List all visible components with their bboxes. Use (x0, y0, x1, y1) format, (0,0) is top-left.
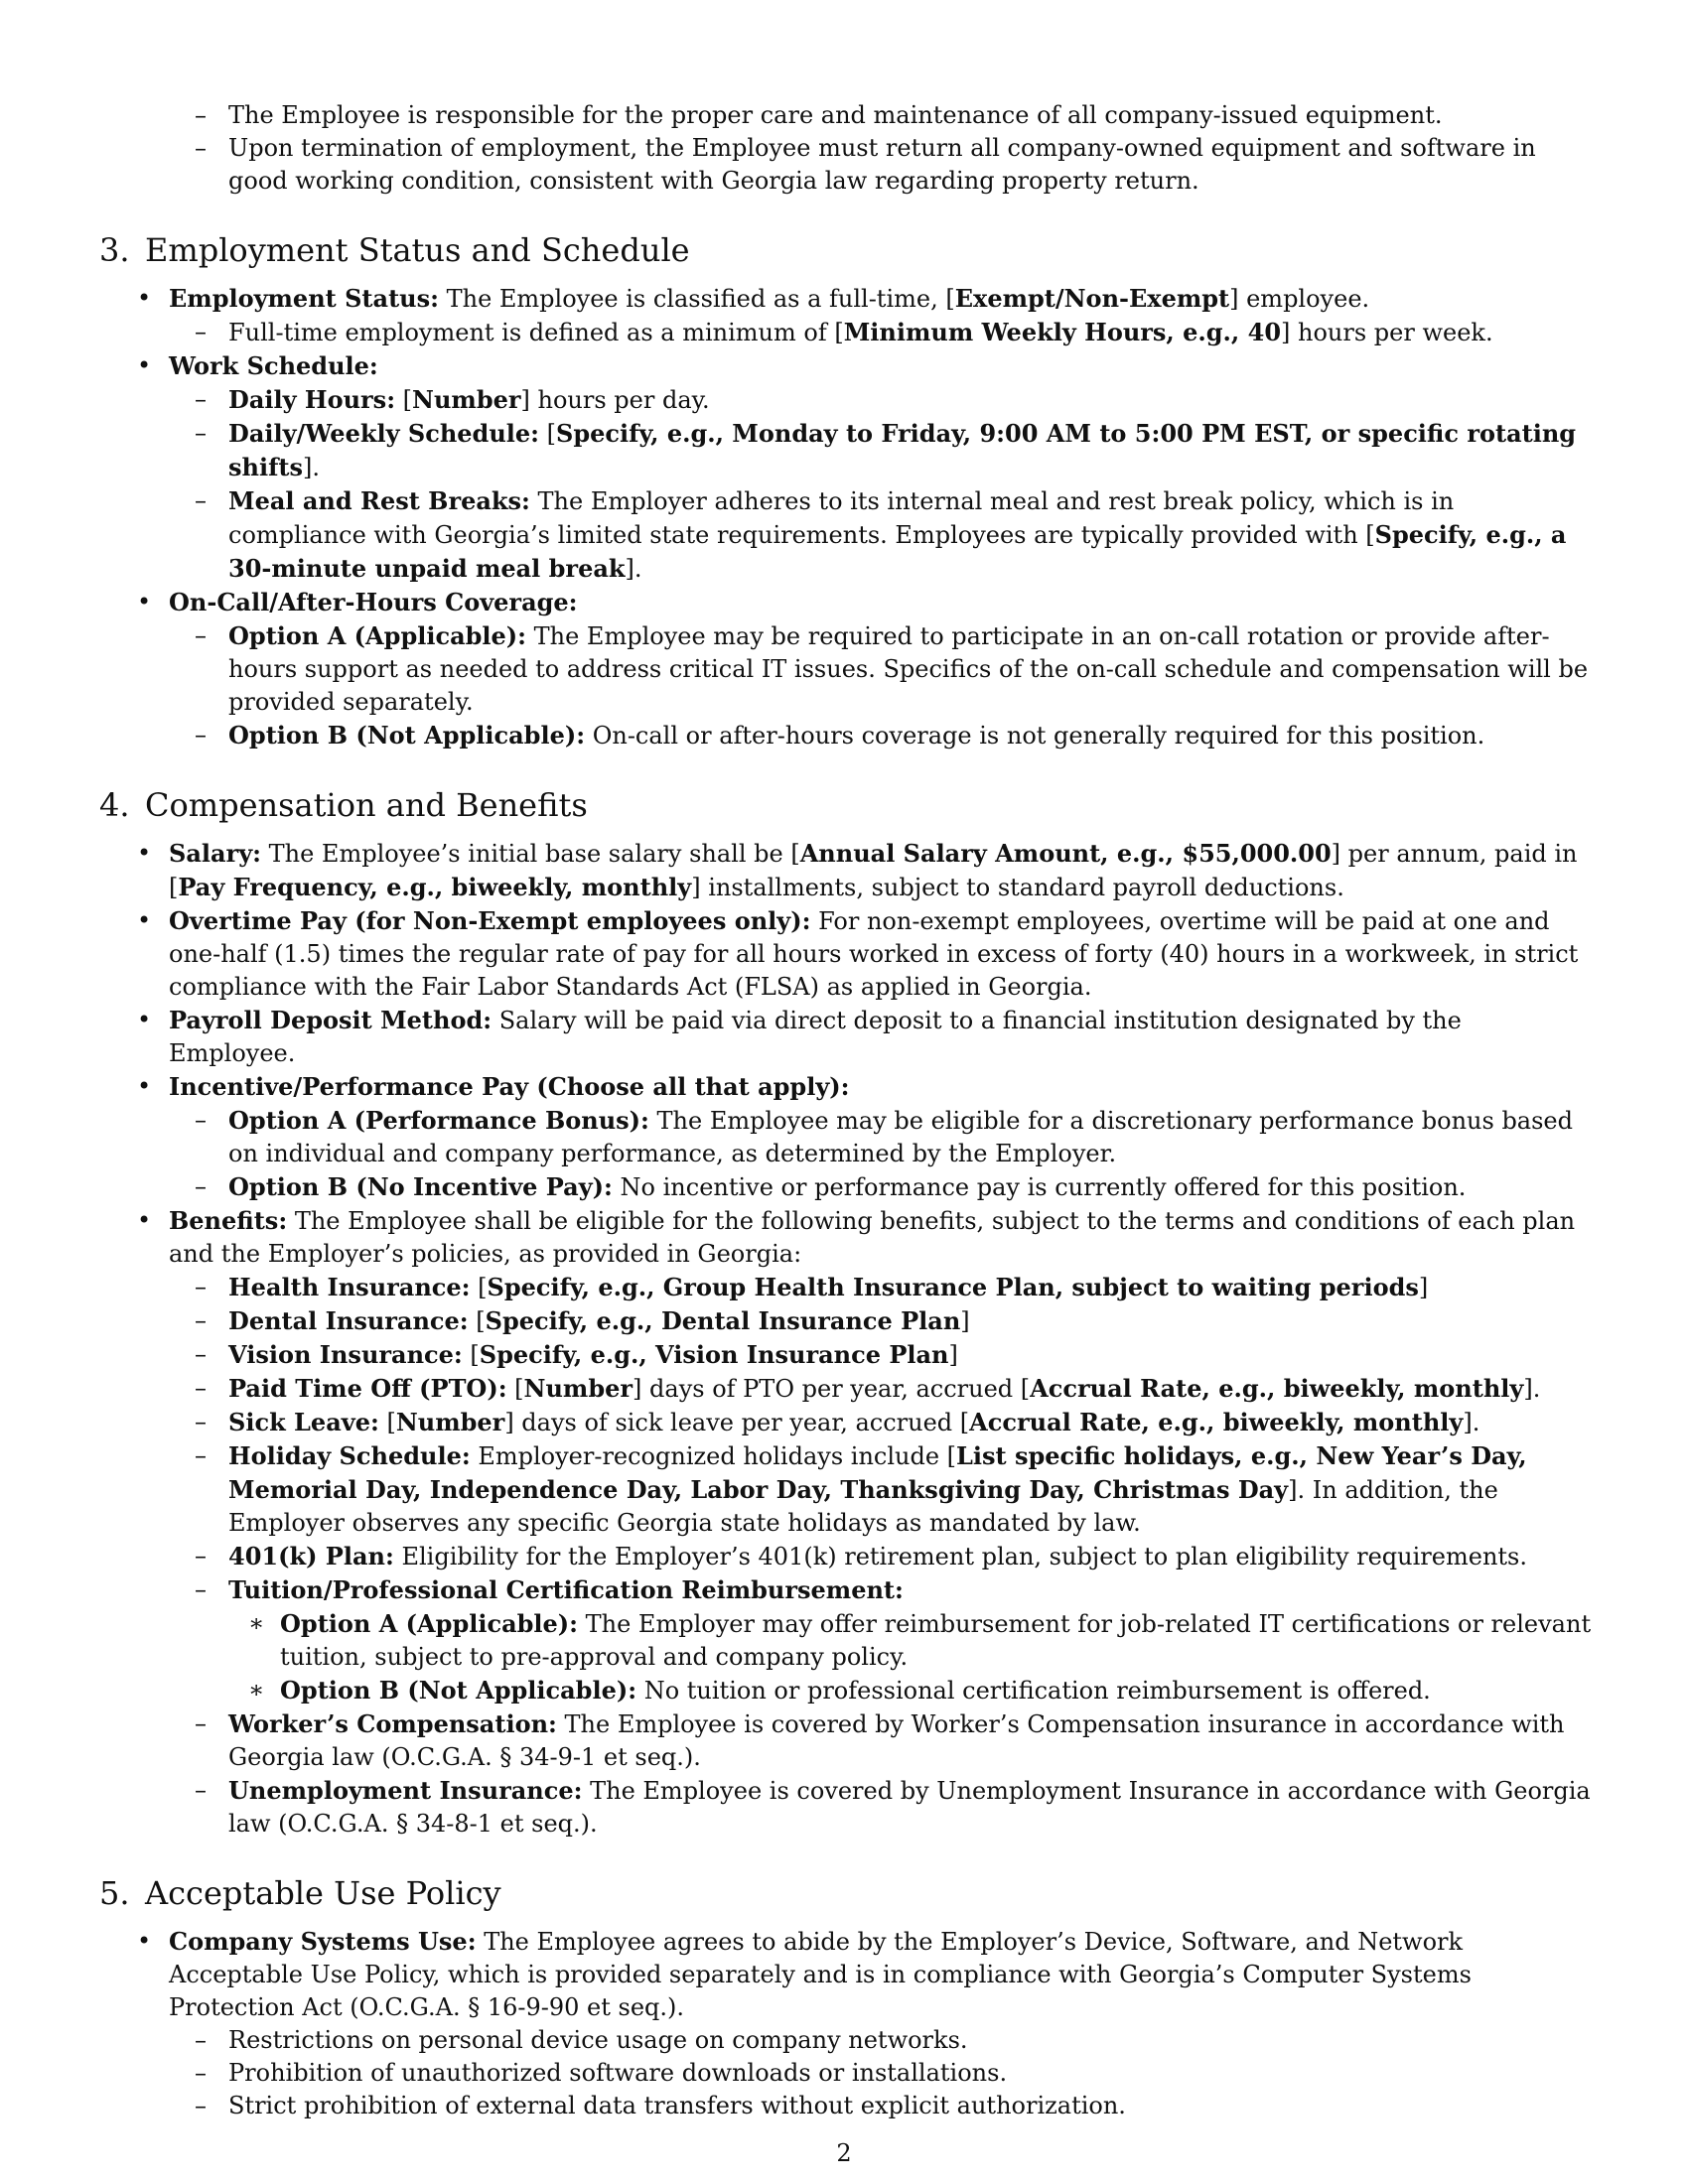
item-text: ]. (625, 555, 642, 583)
list-item-option-b (99, 719, 1594, 752)
item-text: The Employee agrees to abide by the Employer’s Device, Software, and Network Acceptable Use Policy, which is provided separately and is in compliance with Georgia’s Computer Systems Protection Act (O.C.G.A. § 16-9-90 et seq.). (169, 1928, 1472, 2021)
item-label: Unemployment Insurance: (228, 1776, 583, 1805)
item-text: The Employee may be eligible for a discretionary performance bonus based on individual and company performance, as determined by the Employer. (228, 1107, 1573, 1167)
list-item-on-call (99, 586, 1594, 619)
placeholder-field: Exempt/Non-Exempt (954, 284, 1230, 313)
list-item-overtime (99, 904, 1594, 1004)
item-text: No tuition or professional certification reimbursement is offered. (636, 1677, 1431, 1705)
item-text: The Employee’s initial base salary shall be [ (261, 840, 800, 868)
list-item-option-a (99, 619, 1594, 719)
section-heading-4 (99, 785, 1594, 825)
item-text: ] per annum, paid in [ (169, 840, 1578, 901)
placeholder-field: Number (412, 385, 521, 414)
item-label: Option B (No Incentive Pay): (228, 1172, 613, 1201)
item-text: Eligibility for the Employer’s 401(k) retirement plan, subject to plan eligibility requirements. (393, 1543, 1527, 1570)
item-text: The Employee is covered by Unemployment Insurance in accordance with Georgia law (O.C.G.A. § 34-8-1 et seq.). (228, 1777, 1591, 1838)
item-text: [ (395, 386, 413, 414)
section-number: 5. (99, 1874, 130, 1912)
item-label: Employment Status: (169, 284, 439, 313)
item-text: No incentive or performance pay is currently offered for this position. (612, 1173, 1467, 1201)
list-item-full-time (99, 316, 1594, 349)
item-text: The Employer may offer reimbursement for job-related IT certifications or relevant tuition, subject to pre-approval and company policy. (280, 1610, 1592, 1671)
item-label: Benefits: (169, 1206, 288, 1235)
list-item: – Strict prohibition of external data transfers without explicit authorization. (99, 2090, 1594, 2122)
item-text: For non-exempt employees, overtime will be paid at one and one-half (1.5) times the regular rate of pay for all hours worked in excess of forty (40) hours in a workweek, in strict compliance with the Fair Labor Standards Act (FLSA) as applied in Georgia. (169, 907, 1579, 1001)
item-label: Work Schedule: (169, 351, 378, 380)
item-text: The Employee is classified as a full-time, [ (438, 285, 955, 313)
section-number: 4. (99, 786, 130, 824)
list-item-pto: – Paid Time Off (PTO): [Number] days of PTO per year, accrued [Accrual Rate, e.g., biweekly, monthly]. (99, 1372, 1594, 1406)
item-text: The Employee may be required to participate in an on-call rotation or provide after-hours support as needed to address critical IT issues. Specifics of the on-call schedule and compensation will be provided separately. (228, 622, 1589, 716)
list-item-holiday (99, 1439, 1594, 1540)
list-item-sick: – Sick Leave: [Number] days of sick leave per year, accrued [Accrual Rate, e.g., biweekly, monthly]. (99, 1406, 1594, 1439)
item-label: Overtime Pay (for Non-Exempt employees only): (169, 906, 811, 935)
list-item-employment-status (99, 282, 1594, 316)
item-label: Option A (Performance Bonus): (228, 1106, 649, 1135)
section-heading-5 (99, 1873, 1594, 1913)
item-label: Holiday Schedule: (228, 1441, 471, 1470)
placeholder-field: Specify, e.g., Monday to Friday, 9:00 AM to 5:00 PM EST, or specific rotating shifts (228, 419, 1577, 481)
list-item-401k (99, 1540, 1594, 1573)
item-text: ] hours per week. (1281, 319, 1493, 346)
list-item-daily-hours (99, 383, 1594, 417)
item-label: Daily/Weekly Schedule: (228, 419, 540, 448)
item-label: Option B (Not Applicable): (280, 1676, 637, 1705)
list-item-incentive-a (99, 1104, 1594, 1170)
section-heading-3 (99, 230, 1594, 270)
item-text: The Employee shall be eligible for the following benefits, subject to the terms and conditions of each plan and the Employer’s policies, as provided in Georgia: (169, 1207, 1576, 1268)
list-item-tuition (99, 1573, 1594, 1607)
list-item-incentive-b (99, 1170, 1594, 1204)
placeholder-field: Number (395, 1408, 505, 1436)
item-text: ] hours per day. (520, 386, 710, 414)
list-item: – Prohibition of unauthorized software downloads or installations. (99, 2057, 1594, 2090)
item-text: Full-time employment is defined as a minimum of [ (228, 319, 844, 346)
item-text: On-call or after-hours coverage is not generally required for this position. (585, 722, 1485, 750)
item-text: Salary will be paid via direct deposit to a financial institution designated by the Employee. (169, 1007, 1462, 1067)
item-label: Company Systems Use: (169, 1927, 477, 1956)
section-title: Compensation and Benefits (145, 786, 588, 824)
list-item: – The Employee is responsible for the proper care and maintenance of all company-issued equipment. (99, 99, 1594, 132)
section-3-list (99, 282, 1594, 752)
item-text: ] days of PTO per year, accrued [ (633, 1375, 1031, 1403)
placeholder-field: List specific holidays, e.g., New Year’s Day, Memorial Day, Independence Day, Labor Day, Thanksgiving Day, Christmas Day (228, 1441, 1527, 1504)
list-item-systems-use (99, 1925, 1594, 2024)
item-label: Salary: (169, 839, 261, 868)
item-label: Tuition/Professional Certification Reimbursement: (228, 1575, 904, 1604)
item-text: The Employer adheres to its internal meal and rest break policy, which is in compliance with Georgia’s limited state requirements. Employees are typically provided with [ (228, 487, 1455, 549)
section-title: Employment Status and Schedule (145, 231, 690, 269)
placeholder-field: Pay Frequency, e.g., biweekly, monthly (178, 873, 692, 901)
list-item-work-schedule (99, 349, 1594, 383)
item-text: ] installments, subject to standard payroll deductions. (691, 874, 1344, 901)
item-text: ]. (303, 454, 320, 481)
page-number: 2 (836, 2139, 852, 2167)
item-label: Option B (Not Applicable): (228, 721, 586, 750)
placeholder-field: Specify, e.g., a 30-minute unpaid meal break (228, 520, 1567, 583)
item-label: Incentive/Performance Pay (Choose all that apply): (169, 1072, 850, 1101)
item-text: ]. (1523, 1375, 1541, 1403)
placeholder-field: Accrual Rate, e.g., biweekly, monthly (1030, 1374, 1524, 1403)
list-item-health: – Health Insurance: [Specify, e.g., Group Health Insurance Plan, subject to waiting periods] (99, 1271, 1594, 1304)
list-item-incentive (99, 1070, 1594, 1104)
item-label: Option A (Applicable): (280, 1609, 578, 1638)
document-body (99, 99, 1594, 2122)
section-5-list (99, 1925, 1594, 2122)
placeholder-field: Accrual Rate, e.g., biweekly, monthly (969, 1408, 1464, 1436)
section-4-list (99, 837, 1594, 1841)
placeholder-field: Number (523, 1374, 633, 1403)
list-item-meal-breaks (99, 484, 1594, 586)
item-label: Option A (Applicable): (228, 621, 526, 650)
list-item-tuition-b (99, 1674, 1594, 1707)
placeholder-field: Specify, e.g., Dental Insurance Plan (485, 1306, 961, 1335)
list-item-unemployment (99, 1774, 1594, 1841)
item-label: Meal and Rest Breaks: (228, 486, 530, 515)
placeholder-field: Minimum Weekly Hours, e.g., 40 (843, 318, 1282, 346)
placeholder-field: Specify, e.g., Vision Insurance Plan (479, 1340, 949, 1369)
item-label: On-Call/After-Hours Coverage: (169, 588, 578, 616)
list-item-deposit (99, 1004, 1594, 1070)
item-label: Dental Insurance: (228, 1306, 469, 1335)
list-item-benefits (99, 1204, 1594, 1271)
item-label: Sick Leave: (228, 1408, 379, 1436)
equipment-list (99, 99, 1594, 198)
section-title: Acceptable Use Policy (145, 1874, 501, 1912)
list-item-vision: – Vision Insurance: [Specify, e.g., Vision Insurance Plan] (99, 1338, 1594, 1372)
section-number: 3. (99, 231, 130, 269)
item-text: [ (539, 420, 557, 448)
item-label: Health Insurance: (228, 1273, 471, 1301)
item-text: The Employee is covered by Worker’s Compensation insurance in accordance with Georgia law (O.C.G.A. § 34-9-1 et seq.). (228, 1710, 1565, 1771)
item-text: ] employee. (1229, 285, 1370, 313)
placeholder-field: Specify, e.g., Group Health Insurance Plan, subject to waiting periods (487, 1273, 1419, 1301)
list-item-weekly-schedule (99, 417, 1594, 484)
item-text: Employer-recognized holidays include [ (470, 1442, 957, 1470)
item-text: ] days of sick leave per year, accrued [ (504, 1409, 970, 1436)
item-text: ]. (1463, 1409, 1480, 1436)
item-label: 401(k) Plan: (228, 1542, 394, 1570)
list-item-workers-comp (99, 1707, 1594, 1774)
item-label: Payroll Deposit Method: (169, 1006, 492, 1034)
list-item: – Upon termination of employment, the Employee must return all company-owned equipment and software in good working condition, consistent with Georgia law regarding property return. (99, 132, 1594, 198)
item-label: Paid Time Off (PTO): (228, 1374, 507, 1403)
item-text: ]. In addition, the Employer observes any specific Georgia state holidays as mandated by law. (228, 1476, 1498, 1537)
list-item-tuition-a (99, 1607, 1594, 1674)
item-label: Vision Insurance: (228, 1340, 463, 1369)
placeholder-field: Annual Salary Amount, e.g., $55,000.00 (799, 839, 1332, 868)
list-item-salary (99, 837, 1594, 904)
item-label: Daily Hours: (228, 385, 396, 414)
item-label: Worker’s Compensation: (228, 1709, 557, 1738)
list-item-dental: – Dental Insurance: [Specify, e.g., Dental Insurance Plan] (99, 1304, 1594, 1338)
list-item: – Restrictions on personal device usage on company networks. (99, 2024, 1594, 2057)
